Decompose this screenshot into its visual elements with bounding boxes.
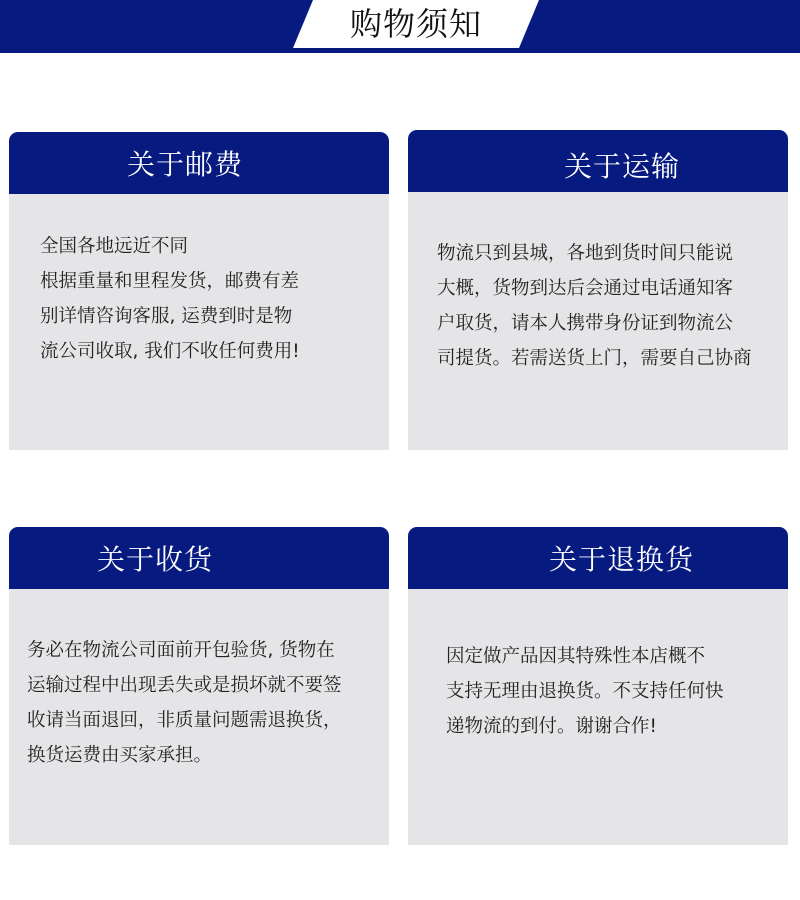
text-line: 因定做产品因其特殊性本店概不 <box>446 646 706 667</box>
card-text <box>446 639 724 744</box>
text-line: 务必在物流公司面前开包验货, 货物在 <box>27 640 335 661</box>
card-body <box>408 192 788 450</box>
card-title: 关于运输 <box>564 150 681 183</box>
text-line: 运输过程中出现丢失或是损坏就不要签 <box>27 675 342 696</box>
card-returns <box>408 527 788 845</box>
card-body <box>9 589 389 845</box>
text-line: 递物流的到付。谢谢合作! <box>446 716 657 737</box>
page-title: 购物须知 <box>349 5 482 43</box>
text-line: 支持无理由退换货。不支持任何快 <box>446 681 724 702</box>
text-line: 别详情咨询客服, 运费到时是物 <box>40 306 293 327</box>
text-line: 流公司收取, 我们不收任何费用! <box>40 341 300 362</box>
text-line: 收请当面退回，非质量问题需退换货， <box>27 710 342 731</box>
text-line: 换货运费由买家承担。 <box>27 745 213 766</box>
card-title: 关于退换货 <box>549 543 695 576</box>
card-body <box>408 589 788 845</box>
text-line: 司提货。若需送货上门，需要自己协商 <box>437 348 752 369</box>
card-shipping-fee <box>9 132 389 450</box>
card-body <box>9 194 389 450</box>
card-title: 关于邮费 <box>127 148 244 181</box>
card-text <box>437 236 752 376</box>
card-receiving <box>9 527 389 845</box>
card-header <box>408 130 788 192</box>
text-line: 根据重量和里程发货，邮费有差 <box>40 271 300 292</box>
text-line: 物流只到县城，各地到货时间只能说 <box>437 243 734 264</box>
card-title: 关于收货 <box>97 543 214 576</box>
card-header <box>408 527 788 589</box>
card-text <box>40 229 300 369</box>
text-line: 大概，货物到达后会通过电话通知客 <box>437 278 734 299</box>
card-header <box>9 132 389 194</box>
card-header <box>9 527 389 589</box>
text-line: 全国各地远近不同 <box>40 236 189 257</box>
text-line: 户取货，请本人携带身份证到物流公 <box>437 313 734 334</box>
title-tab <box>293 0 539 53</box>
card-text <box>27 633 342 773</box>
card-shipping <box>408 130 788 450</box>
